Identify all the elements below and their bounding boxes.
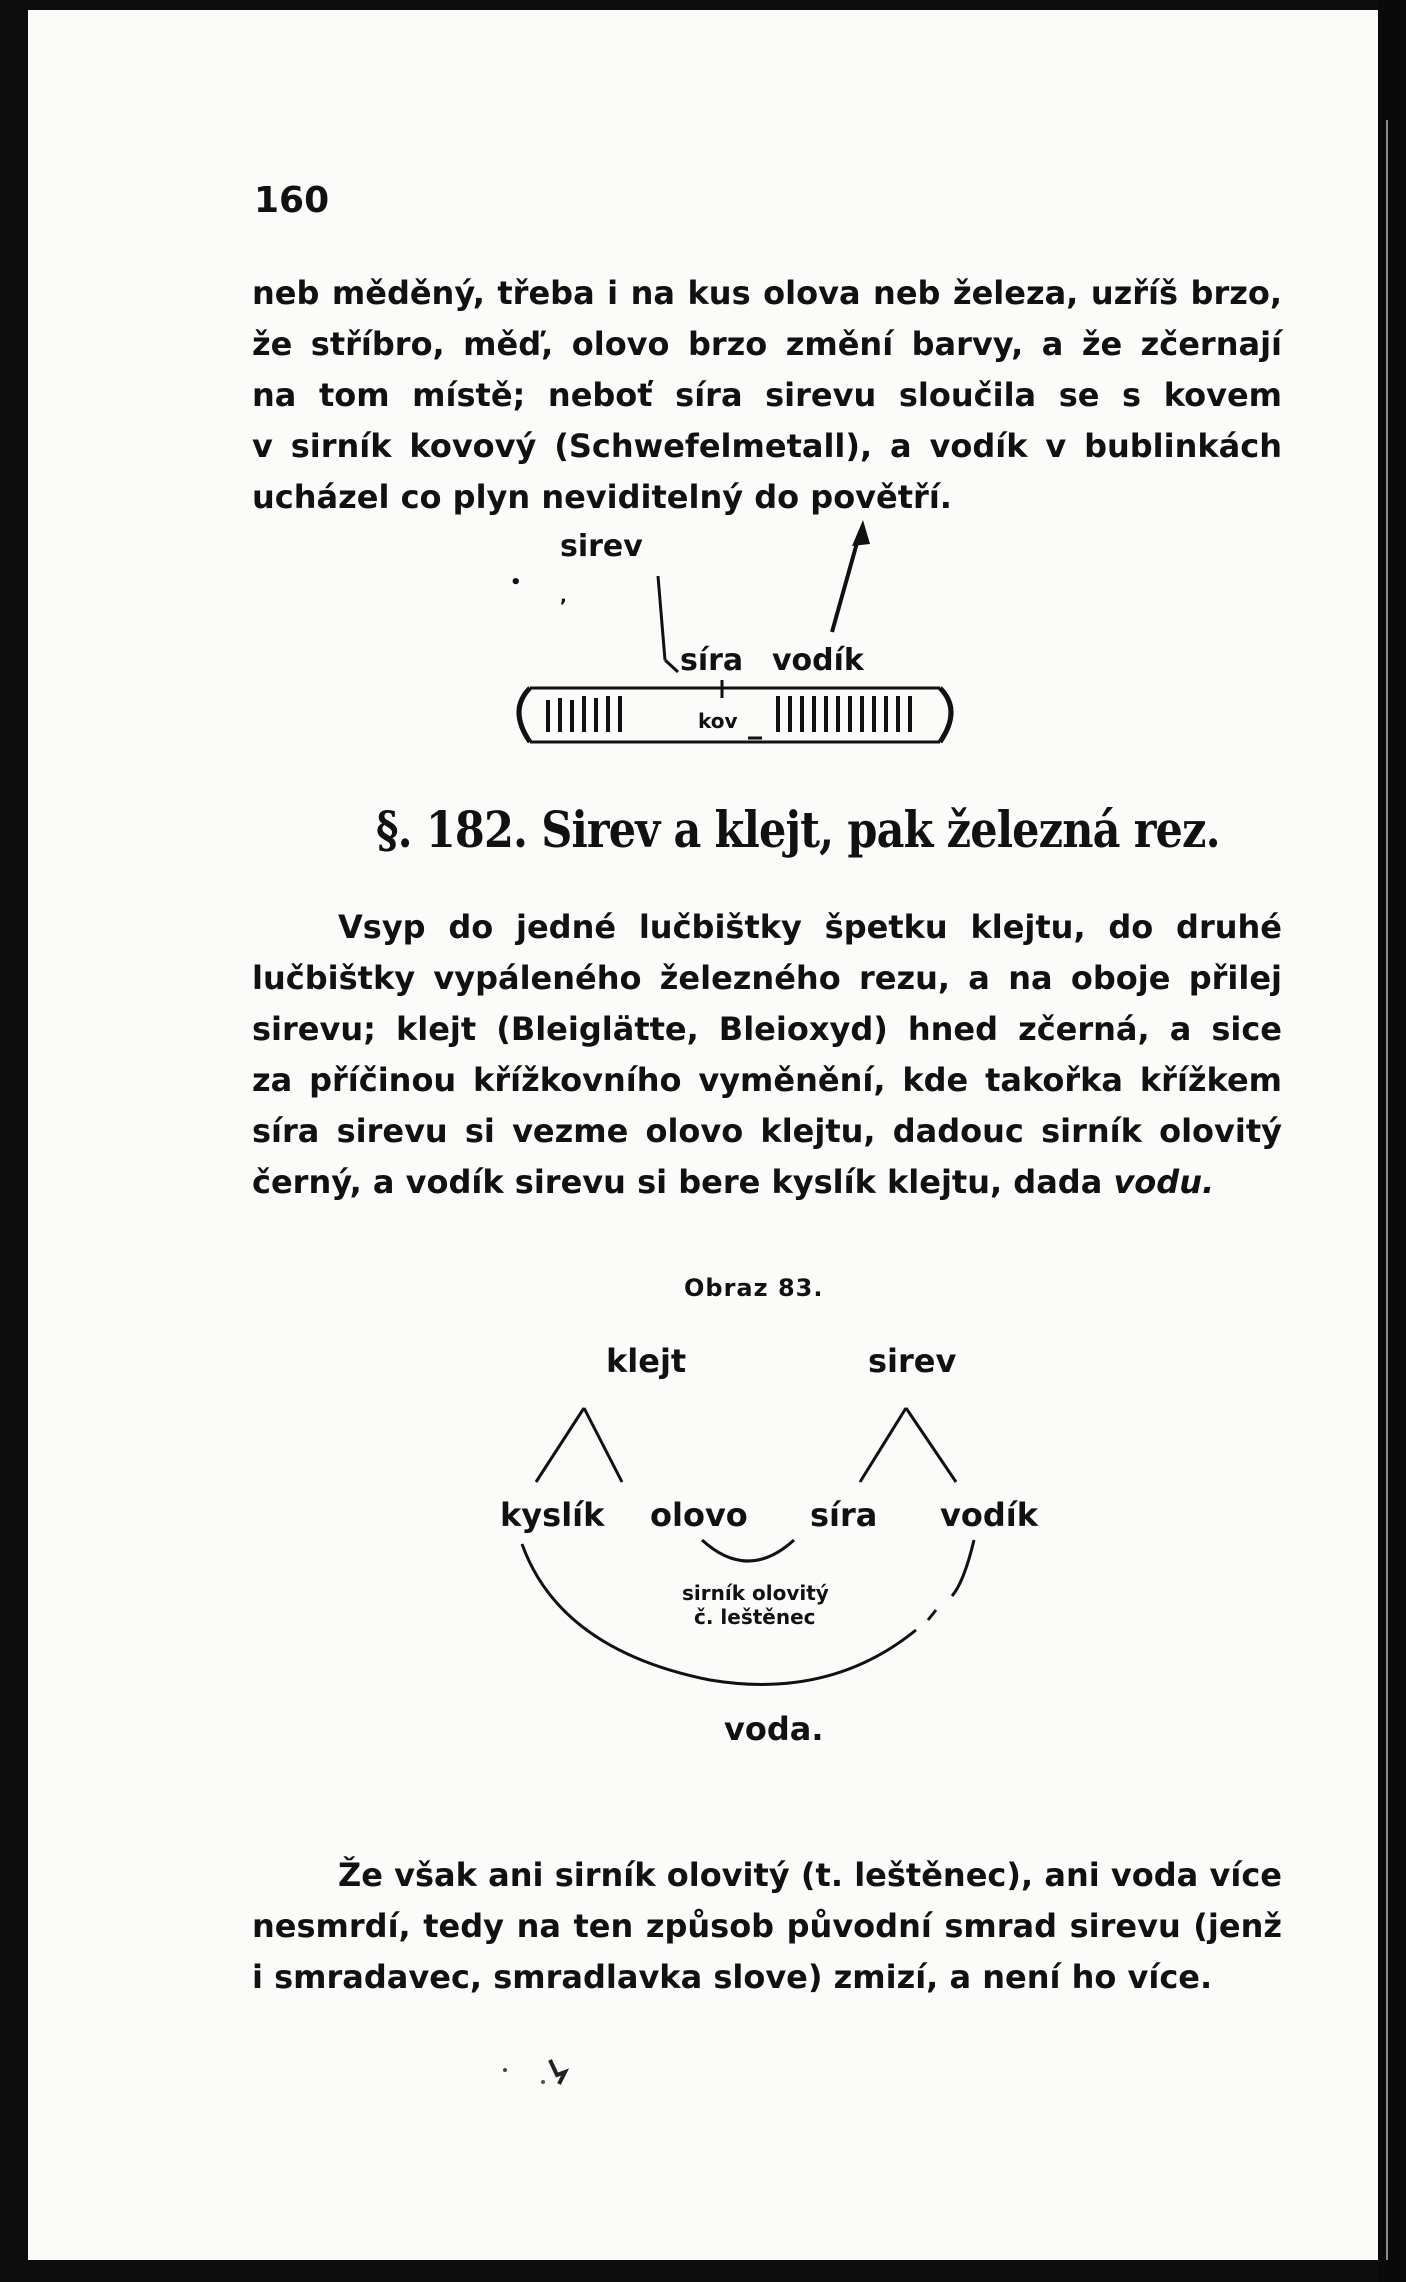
fig1-speck: , [560, 586, 567, 607]
fig2-label-sira: síra [810, 1496, 878, 1534]
paragraph-1 [252, 268, 1282, 523]
text-line: síra sirevu si vezme olovo klejtu, dadouc sirník olovitý [252, 1112, 1282, 1150]
fig1-speck: • [510, 572, 522, 593]
fig2-label-sirnik: sirník olovitý [682, 1581, 829, 1605]
fig1-arrow-down [658, 576, 665, 660]
fig2-label-kyslik: kyslík [500, 1496, 605, 1534]
page-edge-line [1386, 120, 1388, 2260]
paragraph-2 [252, 902, 1282, 1208]
text-line: lučbištky vypáleného železného rezu, a na oboje přilej [252, 959, 1282, 997]
fig2-caption: Obraz 83. [684, 1274, 824, 1302]
text-line: Že však ani sirník olovitý (t. leštěnec), ani voda více [338, 1856, 1282, 1894]
text-line: neb měděný, třeba i na kus olova neb železa, uzříš brzo, [252, 274, 1282, 312]
fig1-tube-left [519, 688, 530, 742]
section-heading: §. 182. Sirev a klejt, pak železná rez. [376, 800, 1220, 859]
fig1-label-sira: síra [680, 643, 744, 678]
text-line: na tom místě; neboť síra sirevu sloučila se s kovem [252, 376, 1282, 414]
text-line: ucházel co plyn neviditelný do povětří. [252, 478, 952, 516]
fig1-label-kov: kov [698, 709, 738, 733]
text-line: nesmrdí, tedy na ten způsob původní smrad sirevu (jenž [252, 1907, 1282, 1945]
fig1-arrowhead [852, 520, 870, 546]
fig2-label-vodik: vodík [940, 1496, 1038, 1534]
fig1-arrow-tip [665, 660, 678, 672]
text-line-part: černý, a vodík sirevu si bere kyslík klejtu, dada [252, 1163, 1103, 1201]
figure-1 [500, 520, 1000, 770]
page-number: 160 [254, 180, 330, 221]
text-line: v sirník kovový (Schwefelmetall), a vodík v bublinkách [252, 427, 1282, 465]
scan-edge [1378, 0, 1406, 2282]
fig2-lines [522, 1408, 974, 1684]
text-line: že stříbro, měď, olovo brzo změní barvy, a že zčernají [252, 325, 1282, 363]
scan-specks [495, 2030, 615, 2110]
text-line: sirevu; klejt (Bleiglätte, Bleioxyd) hned zčerná, a sice [252, 1010, 1282, 1048]
text-line: i smradavec, smradlavka slove) zmizí, a není ho více. [252, 1958, 1213, 1996]
figure-2 [480, 1260, 1080, 1780]
fig1-label-vodik: vodík [772, 643, 864, 678]
fig2-label-klejt: klejt [606, 1342, 687, 1380]
paragraph-3 [252, 1850, 1282, 2003]
fig1-tube-right [940, 688, 951, 742]
fig1-arrow-up [832, 532, 860, 632]
fig2-label-sirev: sirev [868, 1342, 957, 1380]
fig2-label-voda: voda. [724, 1710, 824, 1748]
italic-word: vodu. [1113, 1163, 1215, 1201]
fig2-label-lestenec: č. leštěnec [694, 1605, 816, 1629]
text-line: za příčinou křížkovního vyměnění, kde takořka křížkem [252, 1061, 1282, 1099]
text-line [252, 1157, 1282, 1208]
fig2-label-olovo: olovo [650, 1496, 748, 1534]
text-line: Vsyp do jedné lučbištky špetku klejtu, do druhé [338, 908, 1282, 946]
fig1-label-sirev: sirev [560, 529, 643, 564]
